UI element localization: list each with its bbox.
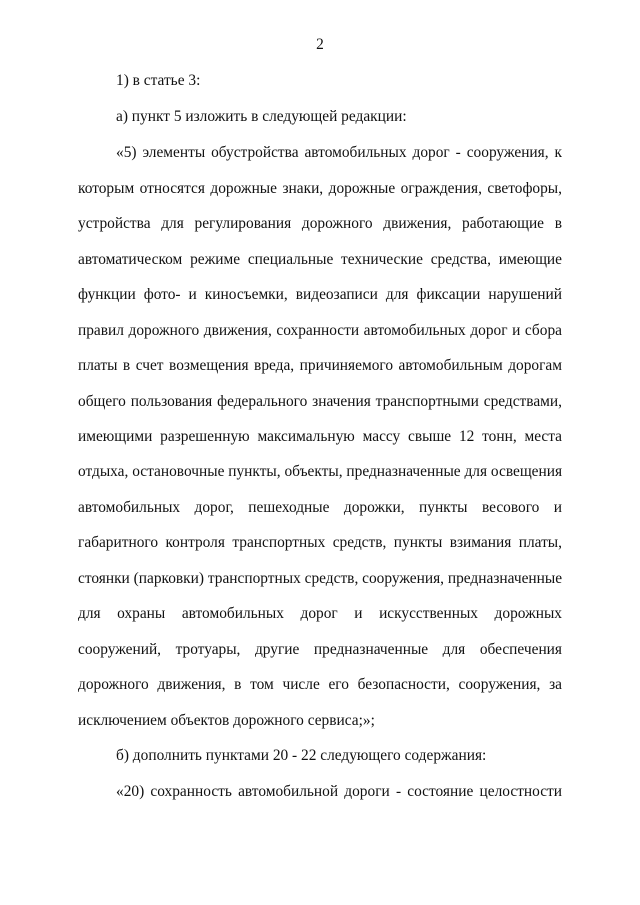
paragraph-line: «5) элементы обустройства автомобильных дорог - сооружения, к <box>116 144 562 161</box>
paragraph-line: общего пользования федерального значения транспортными средствами, <box>78 393 562 410</box>
paragraph-line: функции фото- и киносъемки, видеозаписи для фиксации нарушений <box>78 286 562 303</box>
paragraph-line: автомобильных дорог, пешеходные дорожки, пункты весового и <box>78 499 562 516</box>
paragraph-line: правил дорожного движения, сохранности автомобильных дорог и сбора <box>78 322 562 339</box>
paragraph-line: автоматическом режиме специальные технические средства, имеющие <box>78 251 562 268</box>
paragraph-line: габаритного контроля транспортных средств, пункты взимания платы, <box>78 534 562 551</box>
paragraph-line: дорожного движения, в том числе его безопасности, сооружения, за <box>78 676 562 693</box>
paragraph-line-last: исключением объектов дорожного сервиса;»; <box>78 712 375 729</box>
paragraph-line: стоянки (парковки) транспортных средств, сооружения, предназначенные <box>78 570 563 587</box>
paragraph-line: устройства для регулирования дорожного движения, работающие в <box>78 215 562 232</box>
item-a-heading: а) пункт 5 изложить в следующей редакции: <box>116 108 407 125</box>
paragraph-line: которым относятся дорожные знаки, дорожные ограждения, светофоры, <box>78 180 562 197</box>
paragraph-line: «20) сохранность автомобильной дороги - состояние целостности <box>116 783 562 800</box>
item-b-heading: б) дополнить пунктами 20 - 22 следующего содержания: <box>116 747 487 764</box>
paragraph-line: платы в счет возмещения вреда, причиняемого автомобильным дорогам <box>78 357 562 374</box>
paragraph-line: для охраны автомобильных дорог и искусственных дорожных <box>78 605 562 622</box>
item-1-heading: 1) в статье 3: <box>116 72 201 89</box>
paragraph-line: сооружений, тротуары, другие предназначенные для обеспечения <box>78 641 562 658</box>
page-number: 2 <box>316 36 324 53</box>
paragraph-line: отдыха, остановочные пункты, объекты, предназначенные для освещения <box>78 463 563 480</box>
paragraph-line: имеющими разрешенную максимальную массу свыше 12 тонн, места <box>78 428 562 445</box>
